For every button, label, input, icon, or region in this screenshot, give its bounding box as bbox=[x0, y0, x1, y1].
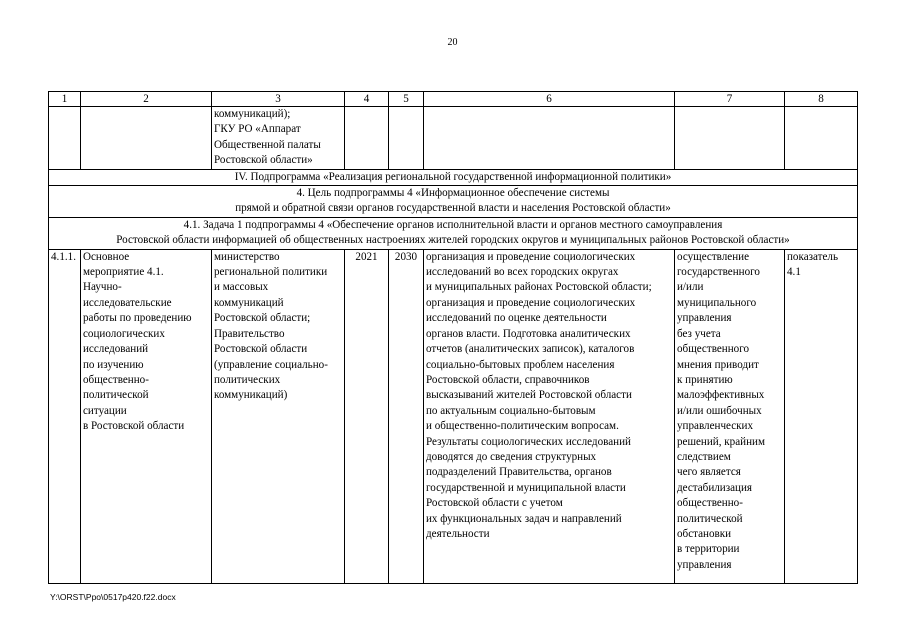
cell-empty bbox=[49, 107, 81, 170]
activity-consequences: осуществление государственного и/или муниципального управления без учета общественного мнения приводит к принятию малоэффективных и/или ошибочных управленческих решений, крайним следствием чего является дестабилизация общественно- политической обстановки в территории управления bbox=[675, 249, 785, 583]
file-path-footer: Y:\ORST\Ppo\0517p420.f22.docx bbox=[50, 592, 176, 602]
activity-start-year: 2021 bbox=[345, 249, 389, 583]
activity-number: 4.1.1. bbox=[49, 249, 81, 583]
goal-title: 4. Цель подпрограммы 4 «Информационное обеспечение системы прямой и обратной связи органов государственной власти и населения Ростовской области» bbox=[49, 186, 858, 218]
activity-end-year: 2030 bbox=[389, 249, 424, 583]
task-row bbox=[49, 217, 858, 249]
cell-empty bbox=[424, 107, 675, 170]
activity-name: Основное мероприятие 4.1. Научно- исследовательские работы по проведению социологических исследований по изучению общественно- политической ситуации в Ростовской области bbox=[81, 249, 212, 583]
activity-expected-result: организация и проведение социологических исследований во всех городских округах и муниципальных районах Ростовской области; организация и проведение социологических исследований по оценке деятельности органов власти. Подготовка аналитических отчетов (аналитических записок), каталогов социально-бытовых проблем населения Ростовской области, справочников высказываний жителей Ростовской области по актуальным социально-бытовым и общественно-политическим вопросам. Результаты социологических исследований доводятся до сведения структурных подразделений Правительства, органов государственной и муниципальной власти Ростовской области с учетом их функциональных задач и направлений деятельности bbox=[424, 249, 675, 583]
cell-empty bbox=[389, 107, 424, 170]
column-number: 6 bbox=[424, 92, 675, 107]
column-number: 4 bbox=[345, 92, 389, 107]
cell-empty bbox=[81, 107, 212, 170]
task-title: 4.1. Задача 1 подпрограммы 4 «Обеспечение органов исполнительной власти и органов местного самоуправления Ростовской области информацией об общественных настроениях жителей городских округов и муниципальных районов Ростовской области» bbox=[49, 217, 858, 249]
subprogram-title: IV. Подпрограмма «Реализация региональной государственной информационной политики» bbox=[49, 169, 858, 185]
column-numbers-row bbox=[49, 92, 858, 107]
column-number: 5 bbox=[389, 92, 424, 107]
continued-row bbox=[49, 107, 858, 170]
page-number: 20 bbox=[447, 37, 458, 48]
program-table bbox=[48, 91, 858, 584]
column-number: 3 bbox=[212, 92, 345, 107]
activity-indicator: показатель 4.1 bbox=[785, 249, 858, 583]
cell-empty bbox=[785, 107, 858, 170]
continued-executor-cell: коммуникаций); ГКУ РО «Аппарат Общественной палаты Ростовской области» bbox=[212, 107, 345, 170]
column-number: 8 bbox=[785, 92, 858, 107]
subprogram-row bbox=[49, 169, 858, 185]
activity-executor: министерство региональной политики и массовых коммуникаций Ростовской области; Правительство Ростовской области (управление социально- политических коммуникаций) bbox=[212, 249, 345, 583]
cell-empty bbox=[675, 107, 785, 170]
column-number: 7 bbox=[675, 92, 785, 107]
goal-row bbox=[49, 186, 858, 218]
cell-empty bbox=[345, 107, 389, 170]
column-number: 1 bbox=[49, 92, 81, 107]
activity-row bbox=[49, 249, 858, 583]
column-number: 2 bbox=[81, 92, 212, 107]
